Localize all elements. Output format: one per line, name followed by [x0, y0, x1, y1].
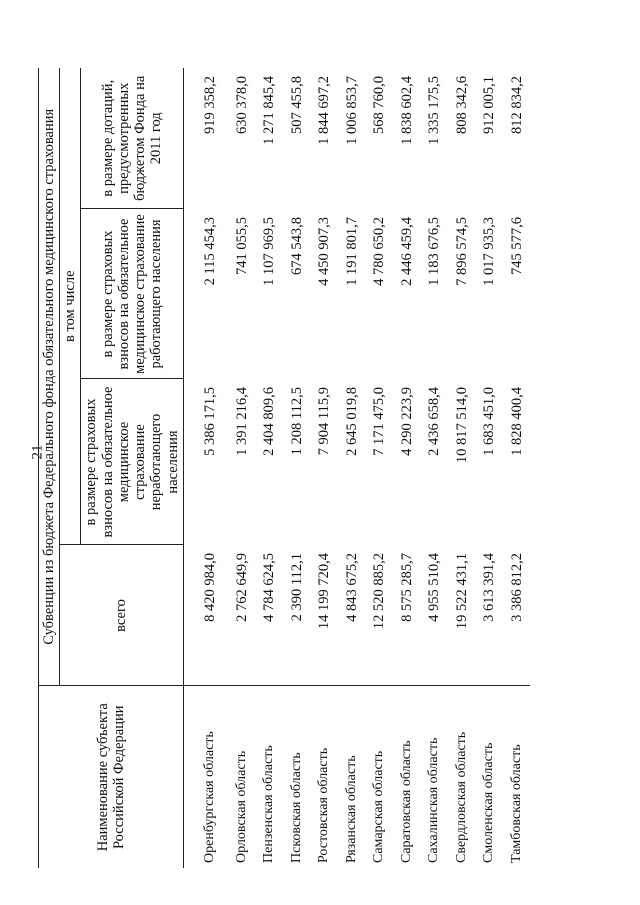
total-cell: 19 522 431,1 [453, 553, 470, 630]
nonworking-cell: 2 645 019,8 [343, 387, 360, 456]
subsidy-cell: 1 335 175,5 [426, 76, 442, 145]
total-cell: 3 386 812,2 [508, 553, 525, 622]
table-body [183, 68, 530, 868]
region-name-cell: Сахалинская область [420, 686, 448, 868]
total-cell: 2 390 112,1 [288, 553, 305, 622]
working-cell: 4 450 907,3 [316, 217, 332, 286]
subsidy-cell: 1 844 697,2 [316, 76, 332, 145]
total-cell: 4 843 675,2 [343, 553, 360, 622]
table-row [365, 68, 393, 868]
rotated-table-container [38, 68, 598, 868]
table-row [228, 68, 256, 868]
region-name-cell: Псковская область [283, 686, 311, 868]
nonworking-column-header: в размере страховых взносов на обязательное медицинское страхование неработающего населения [81, 379, 183, 545]
page-number: 21 [29, 444, 46, 460]
working-cell: 1 191 801,7 [343, 217, 360, 286]
subsidy-column-header: в размере дотаций, предусмотренных бюджетом Фонда на 2011 год [81, 68, 183, 209]
total-cell: 2 762 649,9 [233, 553, 250, 622]
working-cell: 2 115 454,3 [201, 217, 218, 286]
working-cell: 1 183 676,5 [426, 217, 442, 286]
working-cell: 4 780 650,2 [371, 217, 387, 286]
working-cell: 674 543,8 [288, 217, 305, 275]
table-row [283, 68, 311, 868]
subsidy-cell: 919 358,2 [201, 76, 218, 134]
region-name-cell: Орловская область [228, 686, 256, 868]
nonworking-cell: 5 386 171,5 [201, 387, 218, 456]
working-cell: 741 055,5 [233, 217, 250, 275]
total-cell: 14 199 720,4 [316, 553, 332, 630]
nonworking-cell: 1 391 216,4 [233, 387, 250, 456]
total-cell: 3 613 391,4 [481, 553, 497, 622]
total-cell: 8 420 984,0 [201, 553, 218, 622]
region-name-cell: Свердловская область [448, 686, 476, 868]
working-cell: 1 017 935,3 [481, 217, 497, 286]
total-column-header: всего [60, 545, 184, 686]
table-row [338, 68, 366, 868]
subsidy-cell: 1 838 602,4 [398, 76, 415, 145]
table-row [420, 68, 448, 868]
nonworking-cell: 4 290 223,9 [398, 387, 415, 456]
total-cell: 12 520 885,2 [371, 553, 387, 630]
table-row [475, 68, 503, 868]
table-row [448, 68, 476, 868]
subsidy-cell: 568 760,0 [371, 76, 387, 134]
nonworking-cell: 7 904 115,9 [316, 387, 332, 456]
region-name-cell: Пензенская область [255, 686, 283, 868]
nonworking-cell: 1 828 400,4 [508, 387, 525, 456]
nonworking-cell: 10 817 514,0 [453, 387, 470, 464]
table-row [310, 68, 338, 868]
subsidy-cell: 1 006 853,7 [343, 76, 360, 145]
including-header: в том числе [60, 68, 81, 545]
working-cell: 745 577,6 [508, 217, 525, 275]
subvention-table [38, 68, 530, 868]
subsidy-cell: 808 342,6 [453, 76, 470, 134]
region-name-cell: Смоленская область [475, 686, 503, 868]
total-cell: 4 955 510,4 [426, 553, 442, 622]
subsidy-cell: 507 455,8 [288, 76, 305, 134]
subvention-group-header: Субвенции из бюджета Федерального фонда обязательного медицинского страхования [39, 68, 60, 686]
working-cell: 2 446 459,4 [398, 217, 415, 286]
subsidy-cell: 1 271 845,4 [261, 76, 277, 145]
region-name-cell: Рязанская область [338, 686, 366, 868]
region-name-cell: Оренбургская область [183, 686, 228, 868]
total-cell: 4 784 624,5 [261, 553, 277, 622]
nonworking-cell: 1 208 112,5 [288, 387, 305, 456]
subsidy-cell: 630 378,0 [233, 76, 250, 134]
working-column-header: в размере страховых взносов на обязательное медицинское страхование работающего населения [81, 209, 183, 379]
region-name-cell: Саратовская область [393, 686, 421, 868]
region-column-header: Наименование субъекта Российской Федерации [39, 686, 184, 868]
total-cell: 8 575 285,7 [398, 553, 415, 622]
table-row [393, 68, 421, 868]
subsidy-cell: 912 005,1 [481, 76, 497, 134]
nonworking-cell: 2 404 809,6 [261, 387, 277, 456]
working-cell: 7 896 574,5 [453, 217, 470, 286]
table-row [503, 68, 531, 868]
nonworking-cell: 7 171 475,0 [371, 387, 387, 456]
nonworking-cell: 2 436 658,4 [426, 387, 442, 456]
region-name-cell: Самарская область [365, 686, 393, 868]
table-row [255, 68, 283, 868]
subsidy-cell: 812 834,2 [508, 76, 525, 134]
working-cell: 1 107 969,5 [261, 217, 277, 286]
table-row [183, 68, 228, 868]
region-name-cell: Тамбовская область [503, 686, 531, 868]
region-name-cell: Ростовская область [310, 686, 338, 868]
nonworking-cell: 1 683 451,0 [481, 387, 497, 456]
